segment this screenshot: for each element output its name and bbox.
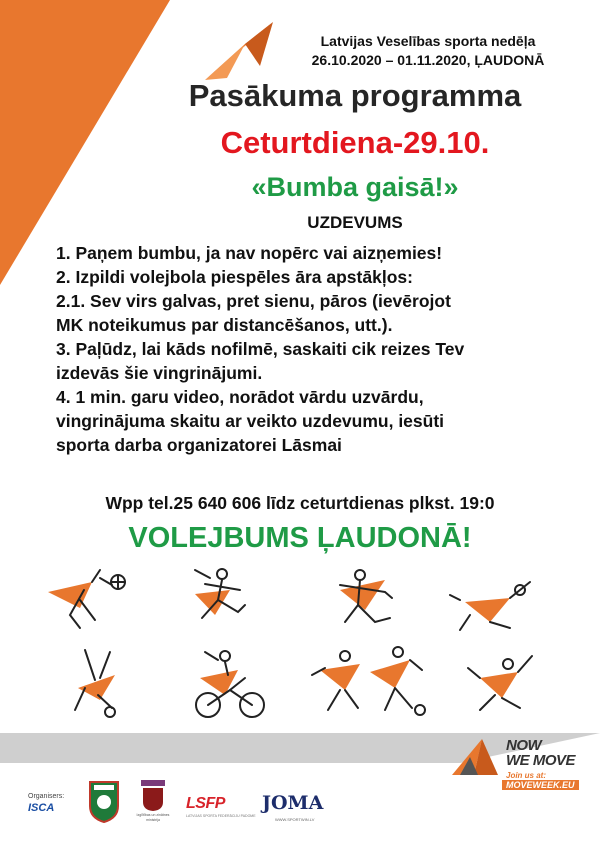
task-heading: UZDEVUMS	[307, 213, 403, 232]
task-line: 2. Izpildi volejbola piespēles āra apstākļos:	[56, 267, 413, 287]
isca-logo: ISCA	[28, 802, 55, 814]
organisers-label: Organisers:	[28, 793, 65, 800]
task-line: izdevās šie vingrinājumi.	[56, 363, 263, 383]
event-date-line: 26.10.2020 – 01.11.2020, ĻAUDONĀ	[311, 52, 545, 68]
now-we-move-logo	[452, 735, 592, 795]
nwm-url: MOVEWEEK.EU	[502, 780, 579, 790]
task-line: MK noteikumus par distancēšanos, utt.).	[56, 315, 393, 335]
basketball-player-icon	[195, 569, 245, 618]
event-name-line: Latvijas Veselības sporta nedēļa	[320, 33, 536, 49]
nwm-line1: NOW	[506, 737, 542, 754]
nwm-line2: WE MOVE	[506, 752, 576, 769]
slogan: VOLEJBUMS ĻAUDONĀ!	[128, 522, 472, 554]
ministry-logo	[133, 780, 173, 830]
lsfp-logo: LSFP	[186, 795, 225, 812]
task-list	[56, 241, 596, 457]
joma-logo: JOMA	[262, 792, 324, 814]
cyclist-icon	[196, 651, 264, 717]
ltsa-shield-icon	[88, 780, 120, 824]
contact-info: Wpp tel.25 640 606 līdz ceturtdienas plkst. 19:0	[105, 493, 495, 513]
task-line: vingrinājuma skaitu ar veikto uzdevumu, iesūti	[56, 411, 445, 431]
dancer-icon	[340, 570, 392, 622]
event-title: «Bumba gaisā!»	[251, 172, 459, 202]
event-info	[268, 32, 588, 70]
task-line: 3. Paļūdz, lai kāds nofilmē, saskaiti cik reizes Tev	[56, 339, 465, 359]
nwm-mark-icon	[452, 737, 502, 777]
lsfp-subtitle: LATVIJAS SPORTA FEDERĀCIJU PADOME	[186, 814, 256, 818]
jumper-icon	[468, 656, 532, 710]
football-players-icon	[312, 647, 425, 715]
coat-of-arms-icon	[133, 780, 173, 812]
sportwin-url: WWW.SPORTWIN.LV	[275, 817, 315, 822]
nwm-join: Join us at:	[506, 771, 547, 780]
swimmer-icon	[450, 582, 530, 630]
sport-figures	[40, 560, 560, 725]
day-title: Ceturtdiena-29.10.	[220, 125, 490, 160]
cartwheel-icon	[75, 650, 115, 717]
task-line: 1. Paņem bumbu, ja nav nopērc vai aizņemies!	[56, 243, 443, 263]
task-line: sporta darba organizatorei Lāsmai	[56, 435, 342, 455]
volleyball-player-icon	[48, 570, 125, 628]
ministry-text: Izglītības un zinātnes ministrija	[136, 813, 170, 822]
page-title: Pasākuma programma	[188, 78, 522, 113]
task-line: 4. 1 min. garu video, norādot vārdu uzvārdu,	[56, 387, 424, 407]
task-line: 2.1. Sev virs galvas, pret sienu, pāros (ievērojot	[56, 291, 451, 311]
